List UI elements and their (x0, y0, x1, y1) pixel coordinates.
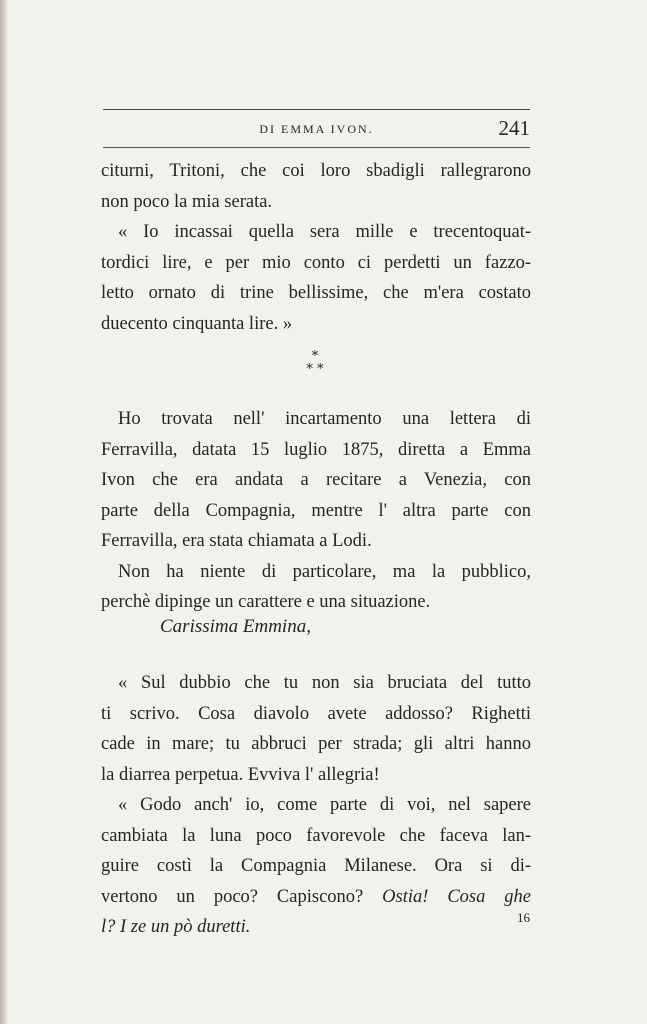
header-rule-top (103, 109, 530, 110)
paragraph-continuation (101, 156, 531, 339)
header-rule-bottom (103, 147, 530, 148)
text-line: parte della Compagnia, mentre l' altra parte con (101, 500, 531, 521)
text-line (101, 882, 531, 913)
text-line: Ferravilla, datata 15 luglio 1875, diretta a Emma (101, 439, 531, 460)
text-italic: Ostia! Cosa ghe (382, 886, 532, 907)
text-line: « Io incassai quella sera mille e trecentoquat- (118, 222, 531, 242)
asterism-bottom: * * (306, 362, 324, 377)
running-title: DI EMMA IVON. (259, 122, 374, 136)
text-line: duecento cinquanta lire. » (101, 313, 293, 334)
text-line: Non ha niente di particolare, ma la pubblico, (118, 561, 531, 582)
text-line: l? I ze un pò duretti. (101, 917, 251, 937)
asterism-top: * (311, 349, 319, 364)
text-line: Ho trovata nell' incartamento una lettera di (118, 409, 531, 429)
letter-body (101, 668, 531, 943)
text-line: citurni, Tritoni, che coi loro sbadigli rallegrarono (101, 161, 531, 181)
text-line: Ivon che era andata a recitare a Venezia, con (101, 470, 531, 490)
text-line: ti scrivo. Cosa diavolo avete addosso? Righetti (101, 703, 531, 724)
text-line: Ferravilla, era stata chiamata a Lodi. (101, 531, 372, 551)
text-line: guire costì la Compagnia Milanese. Ora si di- (101, 856, 531, 876)
text-line: cambiata la luna poco favorevole che faceva lan- (101, 825, 531, 846)
running-head (103, 116, 530, 146)
signature-mark: 16 (517, 910, 530, 925)
text-regular: vertono un poco? Capiscono? (101, 886, 383, 907)
letter-salutation: Carissima Emmina, (160, 616, 311, 637)
section-asterism (292, 350, 338, 378)
text-line: cade in mare; tu abbruci per strada; gli altri hanno (101, 734, 531, 754)
text-line: perchè dipinge un carattere e una situazione. (101, 592, 431, 612)
text-line: « Godo anch' io, come parte di voi, nel sapere (118, 795, 531, 815)
text-line: la diarrea perpetua. Evviva l' allegria! (101, 764, 380, 785)
paragraph-intro (101, 404, 531, 618)
page-number: 241 (498, 116, 530, 140)
text-line: non poco la mia serata. (101, 191, 273, 212)
text-line: « Sul dubbio che tu non sia bruciata del tutto (118, 673, 531, 693)
text-line: tordici lire, e per mio conto ci perdetti un fazzo- (101, 252, 531, 273)
page-edge (0, 0, 8, 1024)
text-line: letto ornato di trine bellissime, che m'era costato (101, 283, 531, 303)
